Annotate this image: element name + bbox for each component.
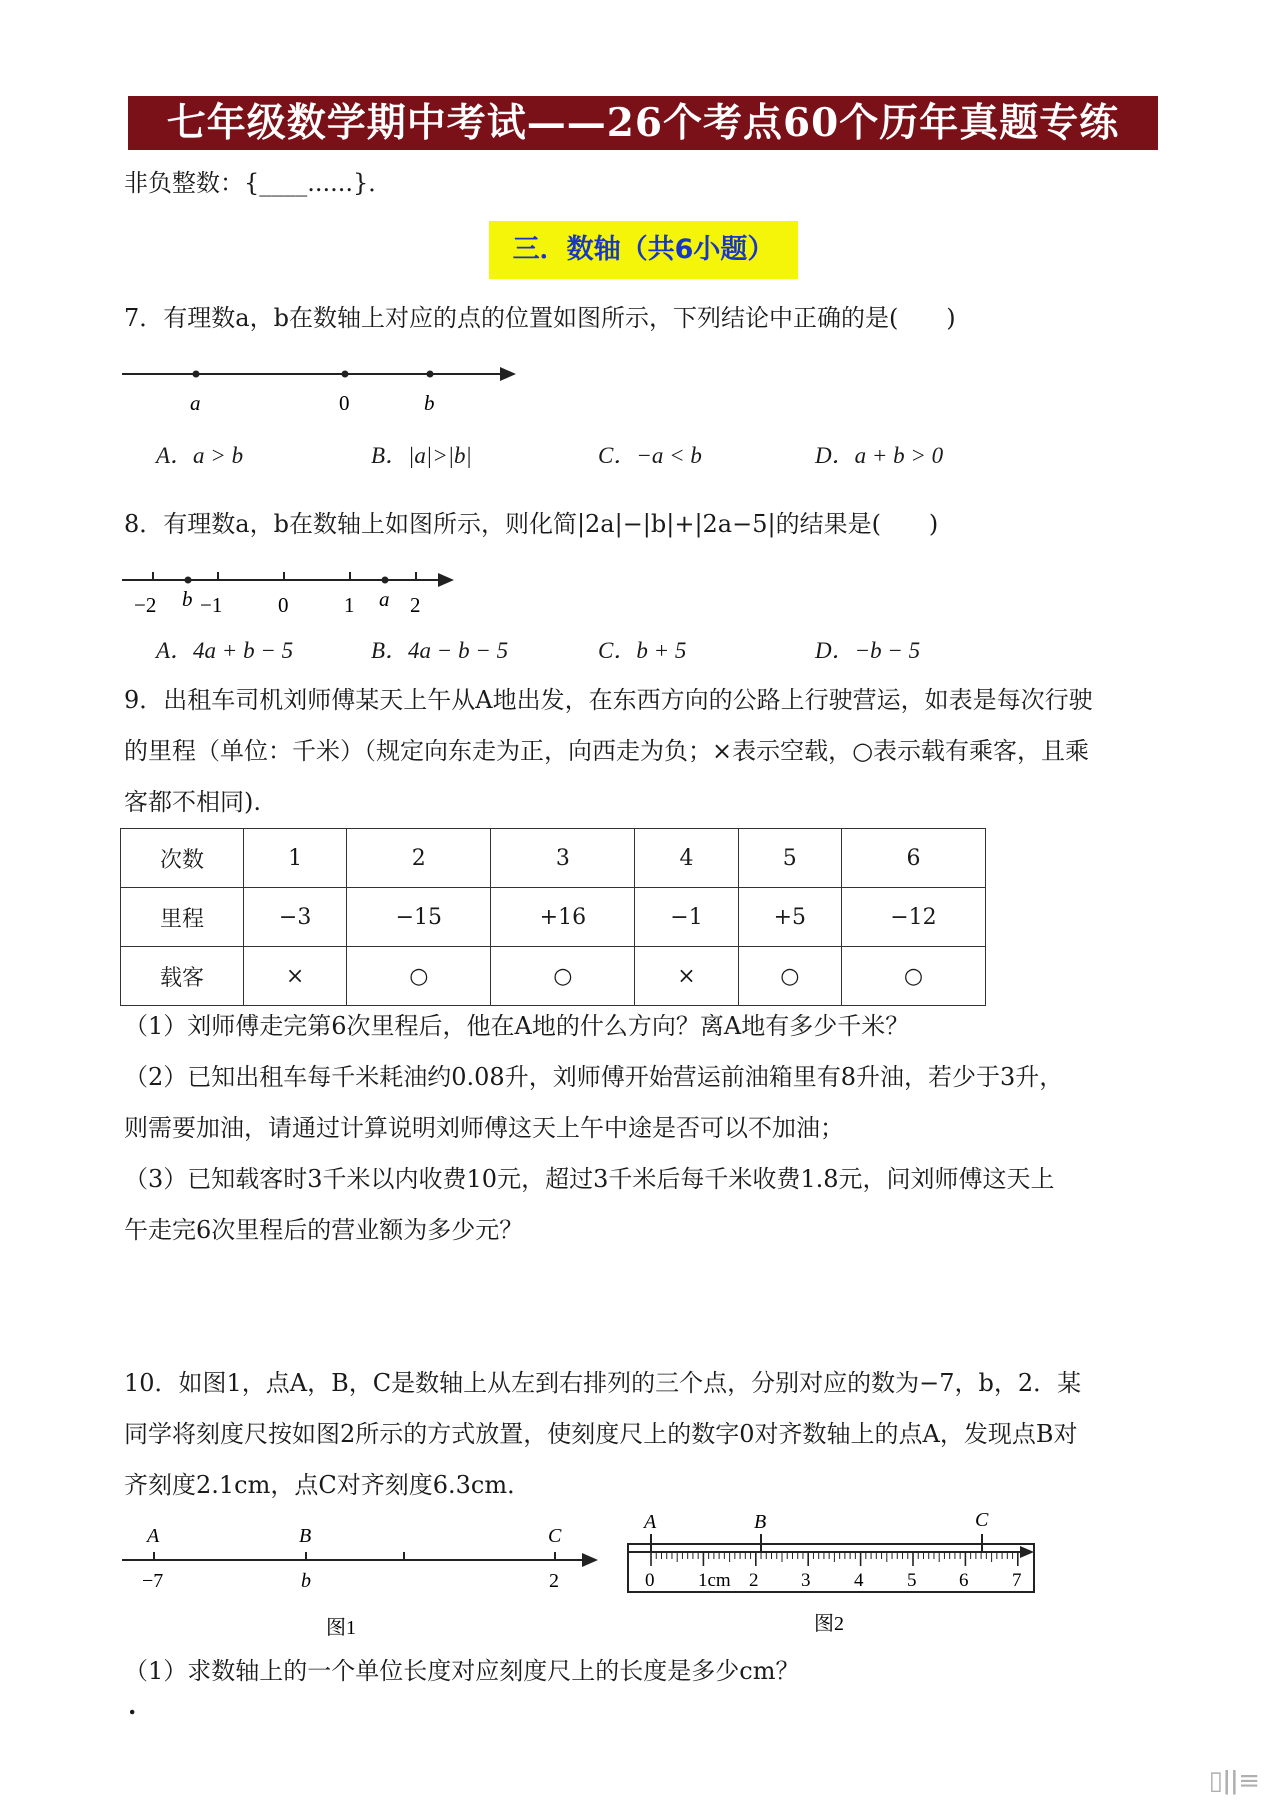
q9-trip-table: [120, 828, 986, 1006]
q9-stem-line-1: 9．出租车司机刘师傅某天上午从A地出发，在东西方向的公路上行驶营运，如表是每次行驶: [124, 686, 1093, 714]
table-cell: ×: [635, 947, 738, 1006]
table-cell: ○: [491, 947, 635, 1006]
fig1-point-a: A: [147, 1525, 160, 1547]
table-cell: ○: [841, 947, 985, 1006]
table-cell: −1: [635, 888, 738, 947]
q7-option-b: B．|a|>|b|: [371, 443, 472, 468]
q8-option-b: B．4a − b − 5: [371, 638, 509, 663]
fig1-axis-arrow: [582, 1553, 598, 1567]
table-cell: 次数: [121, 829, 244, 888]
carry-over-line: 非负整数：{____......}．: [124, 169, 393, 197]
fig2-point-b: B: [754, 1511, 767, 1533]
q10-trailing-mark: .: [128, 1691, 137, 1720]
table-cell: ○: [347, 947, 491, 1006]
q10-stem-line-3: 齐刻度2.1cm，点C对齐刻度6.3cm．: [124, 1471, 532, 1499]
fig1-value-b: b: [301, 1570, 311, 1592]
q7-option-d: D．a + b > 0: [815, 443, 944, 468]
ruler-label: 2: [749, 1570, 759, 1591]
q10-figure-1: [120, 1510, 610, 1640]
q10-stem-line-2: 同学将刻度尺按如图2所示的方式放置，使刻度尺上的数字0对齐数轴上的点A，发现点B对: [124, 1420, 1078, 1448]
ruler-label: 4: [854, 1570, 864, 1591]
q9-sub-3-cont: 午走完6次里程后的营业额为多少元？: [124, 1216, 524, 1244]
q9-stem-line-2: 的里程（单位：千米）（规定向东走为正，向西走为负；×表示空载，○表示载有乘客，且乘: [124, 737, 1090, 765]
q8-axis-arrow: [438, 573, 454, 587]
q7-point-a: [193, 371, 200, 378]
q8-option-c: C．b + 5: [598, 638, 687, 663]
q7-axis-arrow: [500, 367, 516, 381]
q10-figure-2: [624, 1500, 1044, 1638]
q8-label-b: b: [182, 587, 193, 611]
table-cell: +5: [738, 888, 841, 947]
ruler-label: 3: [801, 1570, 811, 1591]
ruler-ticks: [651, 1552, 1018, 1566]
table-cell: +16: [491, 888, 635, 947]
fig1-point-b: B: [299, 1525, 312, 1547]
ruler-axis-arrow: [1020, 1546, 1034, 1558]
table-cell: ○: [738, 947, 841, 1006]
q8-tick-label: 1: [344, 593, 355, 617]
q7-label-zero: 0: [339, 391, 350, 415]
table-row: [121, 829, 986, 888]
table-cell: −15: [347, 888, 491, 947]
table-cell: 载客: [121, 947, 244, 1006]
fig2-point-a: A: [644, 1511, 657, 1533]
q8-point-b: [185, 577, 192, 584]
q8-option-d: D．−b − 5: [815, 638, 921, 663]
q9-sub-1: （1）刘师傅走完第6次里程后，他在A地的什么方向？离A地有多少千米？: [124, 1012, 910, 1040]
q8-label-a: a: [379, 587, 390, 611]
q7-stem: 7．有理数a，b在数轴上对应的点的位置如图所示，下列结论中正确的是( ): [124, 304, 956, 332]
table-cell: 5: [738, 829, 841, 888]
fig1-value-a: −7: [142, 1570, 164, 1592]
q8-tick-label: 0: [278, 593, 289, 617]
ruler-label: 5: [907, 1570, 917, 1591]
fig2-point-c: C: [975, 1509, 989, 1531]
watermark-icon: ▯ǀǀ≡: [1208, 1766, 1260, 1796]
q8-tick-label: 2: [410, 593, 421, 617]
q9-sub-2: （2）已知出租车每千米耗油约0.08升，刘师傅开始营运前油箱里有8升油，若少于3升，: [124, 1063, 1064, 1091]
table-row: [121, 947, 986, 1006]
q7-label-b: b: [424, 391, 435, 415]
fig2-caption: 图2: [814, 1613, 844, 1635]
q7-option-c: C．−a < b: [598, 443, 702, 468]
table-cell: 3: [491, 829, 635, 888]
table-cell: 6: [841, 829, 985, 888]
q9-sub-2-cont: 则需要加油，请通过计算说明刘师傅这天上午中途是否可以不加油；: [124, 1114, 844, 1142]
table-cell: 1: [244, 829, 347, 888]
table-cell: 里程: [121, 888, 244, 947]
q8-option-a: A．4a + b − 5: [156, 638, 294, 663]
q7-number-line: [120, 362, 530, 422]
q9-sub-3: （3）已知载客时3千米以内收费10元，超过3千米后每千米收费1.8元，问刘师傅这天上: [124, 1165, 1055, 1193]
ruler-label: 1cm: [698, 1570, 731, 1591]
fig1-value-c: 2: [549, 1570, 559, 1592]
ruler-label: 7: [1012, 1570, 1022, 1591]
q7-point-zero: [342, 371, 349, 378]
ruler-label: 6: [959, 1570, 969, 1591]
q8-tick-label: −1: [200, 593, 223, 617]
table-cell: 2: [347, 829, 491, 888]
table-row: [121, 888, 986, 947]
fig1-point-c: C: [548, 1525, 562, 1547]
table-cell: −3: [244, 888, 347, 947]
q10-stem-line-1: 10．如图1，点A，B，C是数轴上从左到右排列的三个点，分别对应的数为−7，b，2．某: [124, 1369, 1082, 1397]
q7-option-a: A．a > b: [156, 443, 244, 468]
q7-point-b: [427, 371, 434, 378]
q8-stem: 8．有理数a，b在数轴上如图所示，则化简|2a|−|b|+|2a−5|的结果是( ): [124, 510, 939, 538]
q8-point-a: [382, 577, 389, 584]
fig1-caption: 图1: [326, 1617, 356, 1639]
q8-number-line: [120, 564, 470, 620]
section-heading: 三．数轴（共6小题）: [489, 221, 798, 279]
q9-stem-line-3: 客都不相同).: [124, 788, 261, 816]
table-cell: −12: [841, 888, 985, 947]
q7-label-a: a: [190, 391, 201, 415]
ruler-label: 0: [645, 1570, 655, 1591]
table-cell: ×: [244, 947, 347, 1006]
page-title: 七年级数学期中考试——26个考点60个历年真题专练: [128, 96, 1158, 150]
ruler: [628, 1544, 1034, 1592]
table-cell: 4: [635, 829, 738, 888]
q8-tick-label: −2: [134, 593, 157, 617]
q10-sub-1: （1）求数轴上的一个单位长度对应刻度尺上的长度是多少cm？: [124, 1657, 800, 1685]
